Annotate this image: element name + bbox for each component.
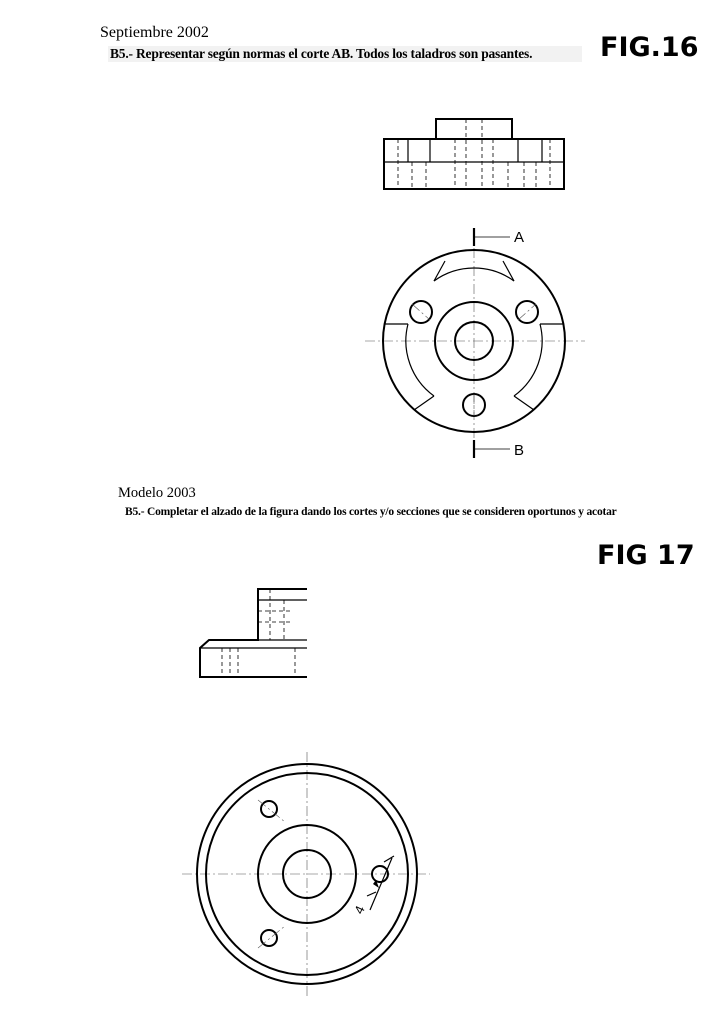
fig17-label: FIG 17 <box>597 540 695 571</box>
problem2-date: Modelo 2003 <box>118 485 196 501</box>
fig16-elevation-view <box>384 119 564 189</box>
hole-diameter-dimension: 4 <box>351 903 368 917</box>
problem2-statement: B5.- Completar el alzado de la figura dando los cortes y/o secciones que se consideren oportunos y acotar <box>125 506 617 518</box>
section-label-b: B <box>514 442 525 459</box>
fig17-plan-view <box>182 752 430 998</box>
problem1-statement: B5.- Representar según normas el corte AB. Todos los taladros son pasantes. <box>108 46 582 62</box>
fig16-label: FIG.16 <box>600 32 699 63</box>
fig17-elevation-view <box>200 589 307 677</box>
fig16-plan-view <box>365 228 585 459</box>
section-label-a: A <box>514 229 525 246</box>
problem1-date: Septiembre 2002 <box>100 24 209 41</box>
